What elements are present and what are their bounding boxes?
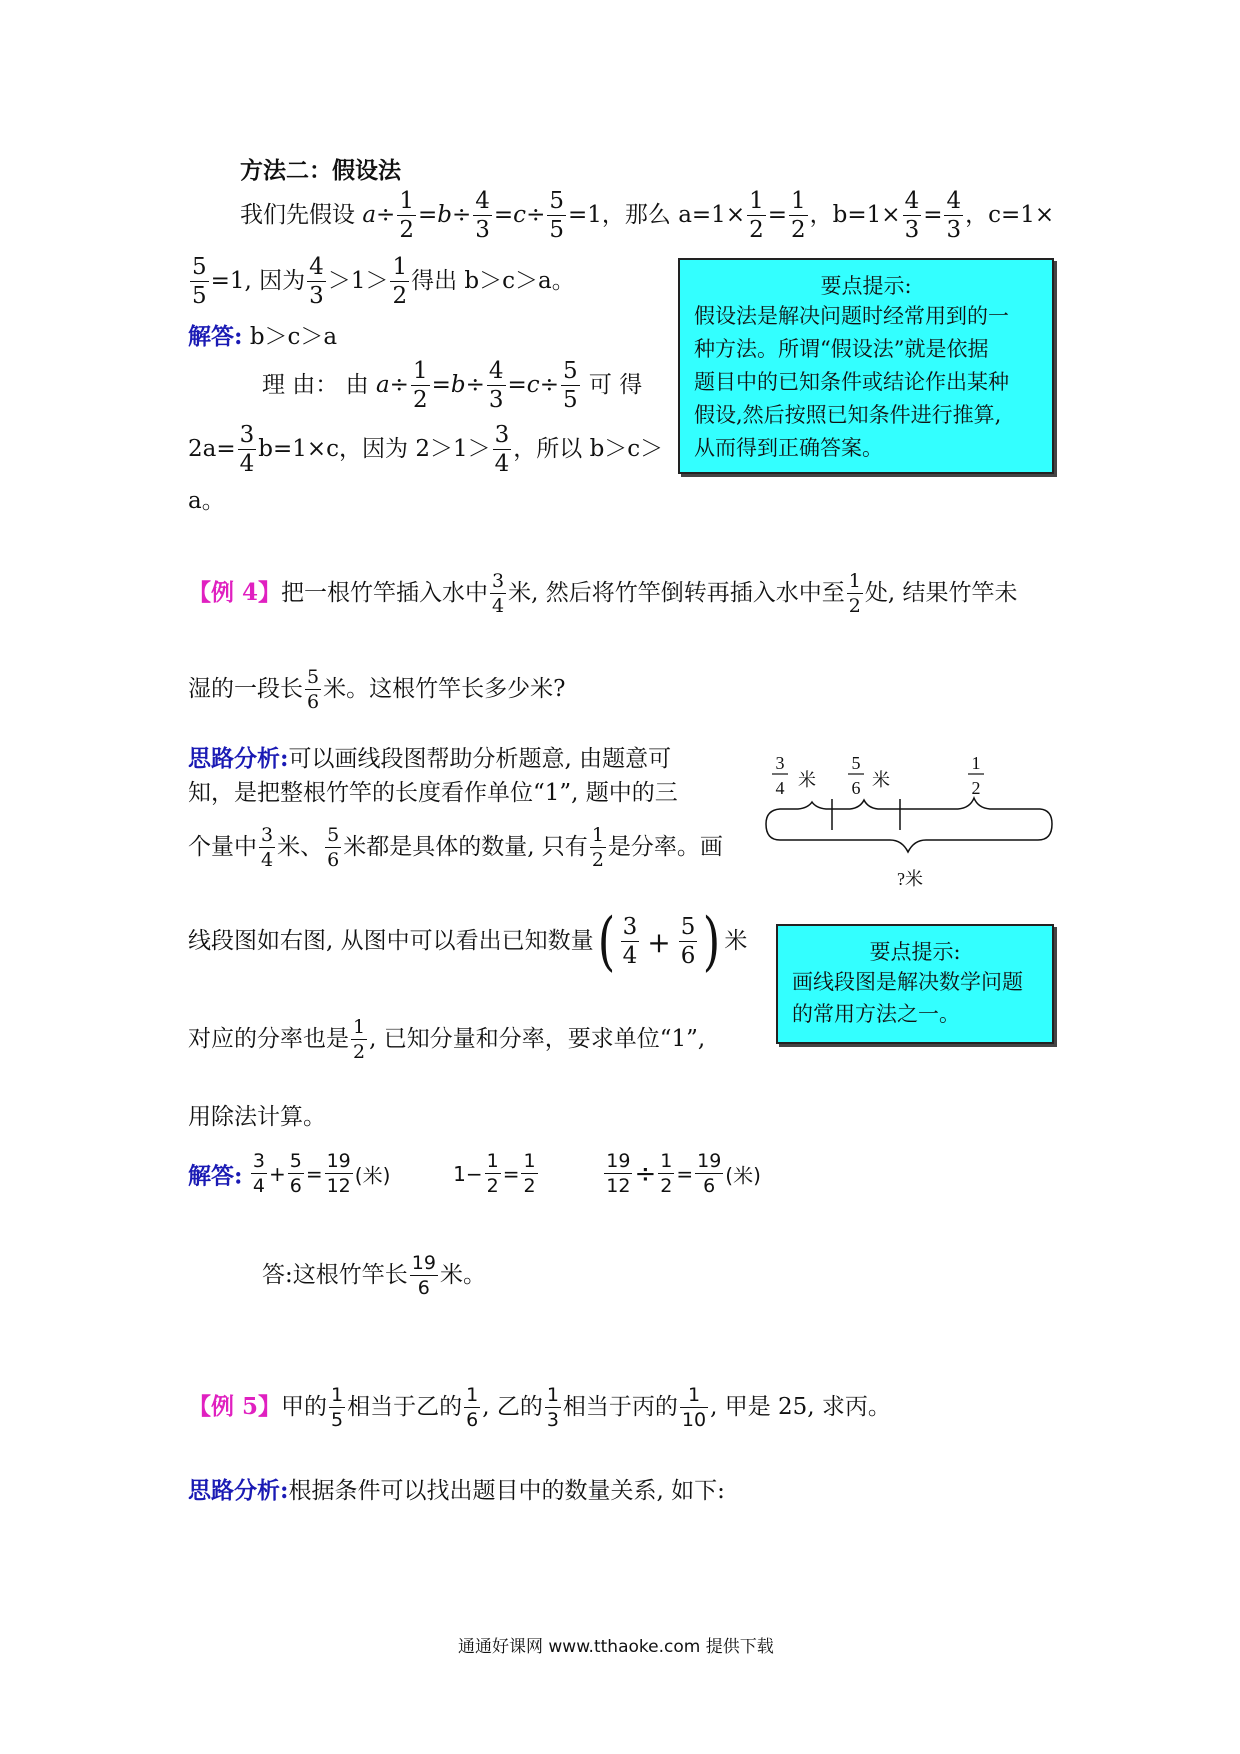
diagram-label-1-2: 1 <box>971 753 981 773</box>
method2-answer: 解答: b＞c＞a <box>188 323 338 350</box>
ex4-analysis-line3: 个量中 $\frac{3}{4}$ 米、 $\frac{5}{6}$ 米都是具体的数量, 只有 $\frac{1}{2}$ 是分率。画 <box>188 824 723 871</box>
tip-title: 要点提示: <box>869 940 961 964</box>
svg-text:4: 4 <box>775 778 785 798</box>
fraction: $\frac{1}{2}$ <box>353 1016 366 1063</box>
brace-total <box>766 824 1052 852</box>
method2-line1: 我们先假设 a÷ $\frac{1}{2}$ =b÷ $\frac{4}{3}$ =c÷ $\frac{5}{5}$ =1，那么 a=1× $\frac{1}{2}$ = $\frac{1}{2}$ ，b=1× $\frac{4}{3}$ = $\frac{4}{3}$ ，c=1× <box>240 188 1055 243</box>
fraction: $\frac{1}{2}$ <box>523 1150 536 1197</box>
tip-title: 要点提示: <box>820 274 912 298</box>
fraction: $\frac{19}{6}$ <box>411 1252 436 1299</box>
fraction: $\frac{1}{2}$ <box>399 188 414 243</box>
fraction: $\frac{5}{5}$ <box>192 254 207 309</box>
ex5-analysis: 思路分析:根据条件可以找出题目中的数量关系, 如下: <box>188 1477 725 1504</box>
fraction: $\frac{1}{2}$ <box>412 358 428 413</box>
example-tag: 【例 4】 <box>188 579 282 606</box>
tip-line: 假设法是解决问题时经常用到的一 <box>694 304 1009 328</box>
ex5-question: 【例 5】甲的 $\frac{1}{5}$ 相当于乙的 $\frac{1}{6}$ , 乙的 $\frac{1}{3}$ 相当于丙的 $\frac{1}{10}$ , 甲是 25, 求丙。 <box>188 1384 891 1431</box>
example-tag: 【例 5】 <box>188 1393 282 1420</box>
fraction: $\frac{4}{3}$ <box>946 188 962 243</box>
ex4-question-line1: 【例 4】把一根竹竿插入水中 $\frac{3}{4}$ 米, 然后将竹竿倒转再插入水中至 $\frac{1}{2}$ 处, 结果竹竿未 <box>188 570 1018 617</box>
ex4-analysis-line1: 思路分析:可以画线段图帮助分析题意, 由题意可 <box>188 745 672 772</box>
diagram-label-3-4: 3 <box>775 753 785 773</box>
ex4-question-line2: 湿的一段长 $\frac{5}{6}$ 米。这根竹竿长多少米? <box>188 666 566 713</box>
fraction: $\frac{19}{6}$ <box>697 1150 722 1197</box>
ex4-analysis-line6: 用除法计算。 <box>188 1104 326 1130</box>
fraction: $\frac{3}{4}$ <box>622 914 638 969</box>
tip-line: 的常用方法之一。 <box>792 1002 960 1026</box>
fraction: $\frac{3}{4}$ <box>239 422 255 477</box>
tip-box-hypothesis <box>678 258 1054 474</box>
tip-line: 种方法。所谓“假设法”就是依据 <box>694 337 989 361</box>
fraction: $\frac{19}{12}$ <box>606 1150 631 1197</box>
fraction: $\frac{1}{2}$ <box>660 1150 673 1197</box>
method2-line2: $\frac{5}{5}$ =1, 因为 $\frac{4}{3}$ ＞1＞ $\frac{1}{2}$ 得出 b＞c＞a。 <box>192 254 575 309</box>
fraction: $\frac{1}{2}$ <box>791 188 806 243</box>
fraction: $\frac{1}{2}$ <box>591 824 604 871</box>
fraction: $\frac{1}{2}$ <box>392 254 408 309</box>
brace-1-2 <box>900 798 1052 824</box>
ex4-analysis-line2: 知，是把整根竹竿的长度看作单位“1”, 题中的三 <box>188 780 678 806</box>
fraction: $\frac{5}{6}$ <box>327 824 340 871</box>
method2-title: 方法二：假设法 <box>240 157 401 184</box>
method2-line5: 2a= $\frac{3}{4}$ b=1×c，因为 2＞1＞ $\frac{3}{4}$ ，所以 b＞c＞ <box>188 422 664 477</box>
fraction: $\frac{1}{2}$ <box>848 570 861 617</box>
fraction: $\frac{1}{10}$ <box>681 1384 707 1431</box>
tip-line: 题目中的已知条件或结论作出某种 <box>694 370 1009 394</box>
ex4-final-answer: 答:这根竹竿长 $\frac{19}{6}$ 米。 <box>262 1252 486 1299</box>
fraction: $\frac{5}{5}$ <box>549 188 564 243</box>
fraction: $\frac{1}{2}$ <box>749 188 764 243</box>
ex4-analysis-line5: 对应的分率也是 $\frac{1}{2}$ , 已知分量和分率，要求单位“1”, <box>188 1016 706 1063</box>
fraction: $\frac{1}{5}$ <box>331 1384 344 1431</box>
tip-line: 从而得到正确答案。 <box>694 436 883 460</box>
svg-text:米: 米 <box>798 770 816 790</box>
diagram-total-label: ?米 <box>897 869 923 889</box>
brace-3-4 <box>766 802 832 824</box>
page-footer: 通通好课网 www.tthaoke.com 提供下载 <box>458 1637 774 1657</box>
diagram-label-5-6: 5 <box>851 753 861 773</box>
fraction: $\frac{5}{5}$ <box>562 358 578 413</box>
fraction: $\frac{3}{4}$ <box>494 422 510 477</box>
fraction: $\frac{4}{3}$ <box>309 254 324 309</box>
method2-line6: a。 <box>188 488 225 514</box>
tip-line: 画线段图是解决数学问题 <box>792 970 1023 994</box>
brace-5-6 <box>832 800 900 809</box>
tip-box-line-diagram <box>776 924 1054 1044</box>
method2-reason: 理 由： 由 a÷ $\frac{1}{2}$ =b÷ $\frac{4}{3}$ =c÷ $\frac{5}{5}$ 可 得 <box>262 358 643 413</box>
fraction: $\frac{1}{6}$ <box>466 1384 479 1431</box>
fraction: $\frac{1}{3}$ <box>546 1384 559 1431</box>
svg-text:6: 6 <box>851 778 861 798</box>
fraction: $\frac{3}{4}$ <box>261 824 274 871</box>
fraction: $\frac{19}{12}$ <box>326 1150 351 1197</box>
ex4-analysis-line4: 线段图如右图, 从图中可以看出已知数量( $\frac{3}{4}$ + $\frac{5}{6}$ ) 米 <box>188 905 748 979</box>
fraction: $\frac{4}{3}$ <box>488 358 504 413</box>
fraction: $\frac{1}{2}$ <box>486 1150 499 1197</box>
fraction: $\frac{4}{3}$ <box>904 188 920 243</box>
fraction: $\frac{4}{3}$ <box>475 188 490 243</box>
fraction: $\frac{3}{4}$ <box>492 570 505 617</box>
ex4-solution: 解答: $\frac{3}{4}$ + $\frac{5}{6}$ = $\frac{19}{12}$ (米) 1− $\frac{1}{2}$ = $\frac{1}{2}$ $\frac{19}{12}$ ÷ $\frac{1}{2}$ = $\frac{19}{6}$ (米) <box>188 1150 761 1197</box>
fraction: $\frac{5}{6}$ <box>289 1150 302 1197</box>
fraction: $\frac{5}{6}$ <box>307 666 320 713</box>
svg-text:2: 2 <box>971 778 981 798</box>
svg-text:米: 米 <box>872 770 890 790</box>
fraction: $\frac{5}{6}$ <box>680 914 696 969</box>
fraction: $\frac{3}{4}$ <box>252 1150 265 1197</box>
line-segment-diagram <box>760 752 1060 892</box>
tip-line: 假设,然后按照已知条件进行推算, <box>694 403 1002 427</box>
